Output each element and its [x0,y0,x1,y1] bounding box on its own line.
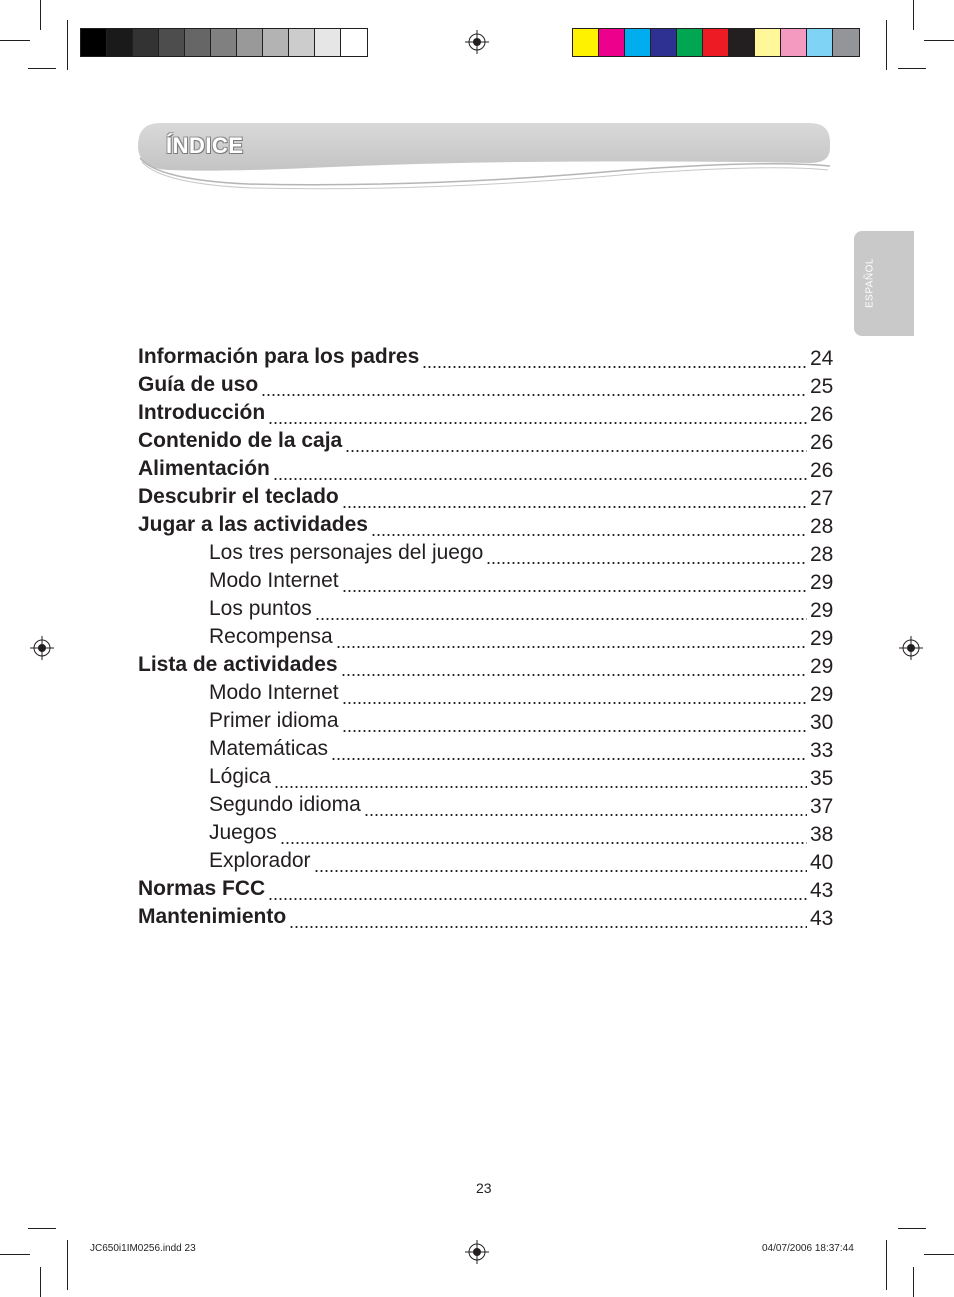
color-swatch [729,29,755,56]
color-swatch [807,29,833,56]
toc-entry [138,903,838,931]
toc-entry-title: Matemáticas [209,737,329,760]
toc-entry-title: Normas FCC [138,877,266,900]
toc-entry [138,735,838,763]
toc-entry-title: Jugar a las actividades [138,513,368,536]
dot-leader [486,562,807,564]
dot-leader [364,814,807,816]
dot-leader [336,646,807,648]
toc-entry-page: 26 [810,459,834,482]
toc-entry-page: 24 [810,347,834,370]
toc-entry [138,875,838,903]
toc-entry [138,455,838,483]
toc-entry [138,511,838,539]
dot-leader [261,394,807,396]
toc-entry-title: Descubrir el teclado [138,485,339,508]
toc-entry-title: Juegos [209,821,277,844]
toc-entry-page: 30 [810,711,834,734]
dot-leader [342,590,807,592]
dot-leader [342,702,807,704]
toc-entry-title: Lista de actividades [138,653,338,676]
toc-entry-title: Los puntos [209,597,312,620]
crop-mark [898,1228,926,1229]
toc-entry-title: Segundo idioma [209,793,361,816]
toc-entry [138,651,838,679]
dot-leader [274,786,807,788]
toc-entry [138,483,838,511]
toc-entry-title: Guía de uso [138,373,259,396]
registration-mark-icon [30,636,54,660]
dot-leader [268,422,807,424]
toc-entry-title: Modo Internet [209,569,339,592]
color-swatch [573,29,599,56]
color-swatch [81,29,107,56]
toc-entry [138,847,838,875]
dot-leader [314,870,807,872]
toc-entry-page: 29 [810,683,834,706]
toc-entry-title: Contenido de la caja [138,429,343,452]
page-number: 23 [476,1180,492,1196]
dot-leader [268,898,807,900]
dot-leader [273,478,807,480]
process-color-bar [572,28,860,57]
color-swatch [833,29,859,56]
dot-leader [422,366,807,368]
toc-entry-title: Información para los padres [138,345,420,368]
toc-entry-title: Mantenimiento [138,905,287,928]
toc-entry [138,539,838,567]
dot-leader [342,730,807,732]
toc-entry-page: 26 [810,431,834,454]
toc-entry [138,567,838,595]
toc-entry-title: Introducción [138,401,266,424]
crop-mark [898,68,926,69]
toc-entry [138,707,838,735]
crop-mark [0,40,30,41]
toc-entry-page: 26 [810,403,834,426]
crop-mark [28,1228,56,1229]
page-title: ÍNDICE [166,133,244,158]
toc-entry-page: 38 [810,823,834,846]
color-swatch [755,29,781,56]
dot-leader [289,926,807,928]
toc-entry-page: 28 [810,515,834,538]
color-swatch [625,29,651,56]
toc-entry [138,791,838,819]
file-slug: JC650i1IM0256.indd 23 [90,1243,196,1254]
toc-entry-page: 40 [810,851,834,874]
dot-leader [280,842,807,844]
table-of-contents [138,343,838,931]
color-swatch [651,29,677,56]
toc-entry-page: 29 [810,627,834,650]
color-swatch [133,29,159,56]
color-swatch [211,29,237,56]
toc-entry-title: Alimentación [138,457,270,480]
toc-entry-page: 37 [810,795,834,818]
dot-leader [371,534,807,536]
toc-entry [138,763,838,791]
toc-entry-title: Explorador [209,849,311,872]
language-tab-label: ESPAÑOL [864,258,876,308]
toc-entry [138,623,838,651]
crop-mark [40,0,41,30]
crop-mark [28,68,56,69]
toc-entry-page: 33 [810,739,834,762]
dot-leader [315,618,807,620]
toc-entry-page: 25 [810,375,834,398]
toc-entry [138,679,838,707]
crop-mark [886,1240,887,1290]
color-swatch [263,29,289,56]
toc-entry-page: 43 [810,879,834,902]
registration-mark-icon [899,636,923,660]
crop-mark [67,20,68,70]
toc-entry-page: 28 [810,543,834,566]
toc-entry-title: Modo Internet [209,681,339,704]
color-swatch [341,29,367,56]
dot-leader [342,506,807,508]
crop-mark [913,1267,914,1297]
language-tab [854,231,914,336]
color-swatch [185,29,211,56]
crop-mark [913,0,914,30]
dot-leader [331,758,807,760]
registration-mark-icon [465,1240,489,1264]
crop-mark [886,20,887,70]
grayscale-color-bar [80,28,368,57]
color-swatch [599,29,625,56]
toc-entry-page: 35 [810,767,834,790]
toc-entry-title: Lógica [209,765,271,788]
toc-entry-page: 29 [810,655,834,678]
color-swatch [107,29,133,56]
toc-entry-page: 27 [810,487,834,510]
crop-mark [67,1240,68,1290]
registration-mark-icon [465,30,489,54]
toc-entry-title: Los tres personajes del juego [209,541,484,564]
toc-entry [138,427,838,455]
toc-entry [138,371,838,399]
color-swatch [781,29,807,56]
toc-entry [138,595,838,623]
toc-entry-page: 43 [810,907,834,930]
toc-entry [138,819,838,847]
crop-mark [0,1254,30,1255]
color-swatch [237,29,263,56]
color-swatch [289,29,315,56]
color-swatch [677,29,703,56]
date-slug: 04/07/2006 18:37:44 [762,1243,854,1254]
toc-entry-page: 29 [810,599,834,622]
color-swatch [159,29,185,56]
color-swatch [703,29,729,56]
toc-entry-title: Primer idioma [209,709,339,732]
toc-entry-page: 29 [810,571,834,594]
toc-entry [138,343,838,371]
color-swatch [315,29,341,56]
toc-entry-title: Recompensa [209,625,333,648]
dot-leader [345,450,807,452]
dot-leader [341,674,807,676]
toc-entry [138,399,838,427]
crop-mark [40,1267,41,1297]
crop-mark [924,40,954,41]
crop-mark [924,1254,954,1255]
